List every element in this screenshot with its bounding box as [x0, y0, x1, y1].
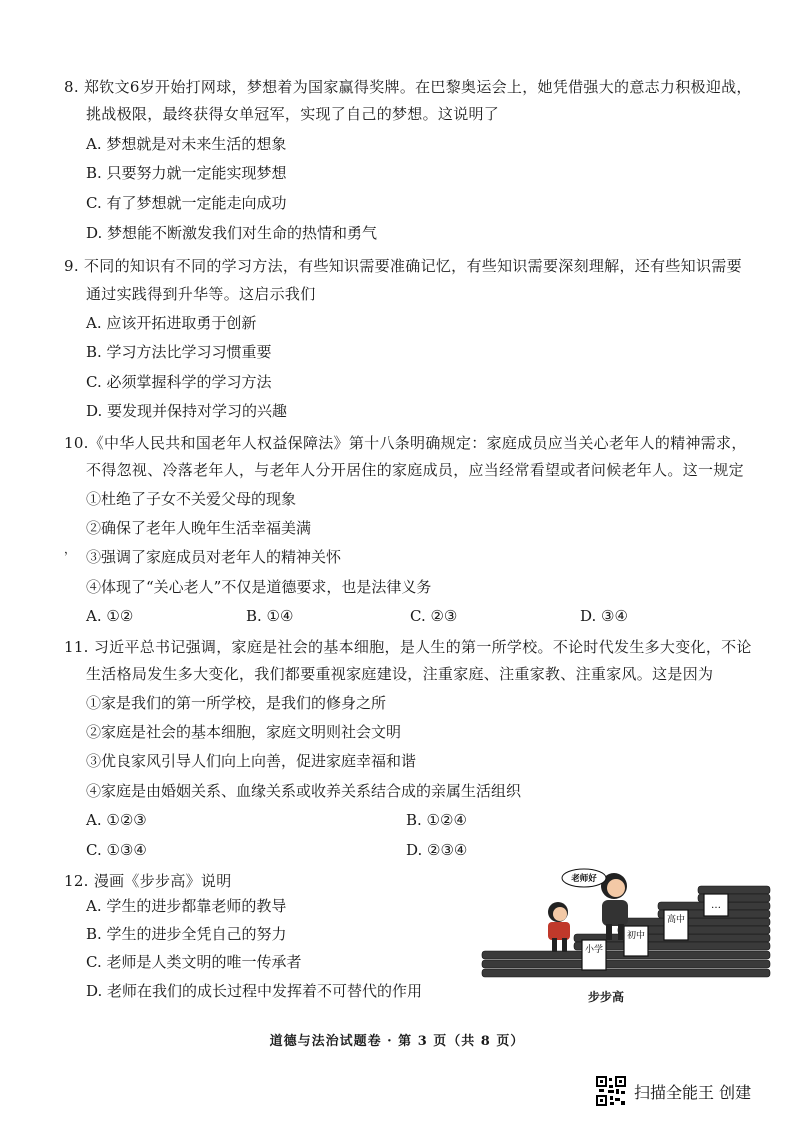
- step-label-middle: 初中: [626, 931, 646, 941]
- q11-statement-2: ②家庭是社会的基本细胞，家庭文明则社会文明: [86, 723, 402, 741]
- cartoon-caption: 步步高: [588, 990, 625, 1004]
- q11-statement-4: ④家庭是由婚姻关系、血缘关系或收养关系结合成的亲属生活组织: [86, 782, 522, 800]
- q12-option-d: D. 老师在我们的成长过程中发挥着不可替代的作用: [86, 982, 423, 1000]
- q11-statement-1: ①家是我们的第一所学校，是我们的修身之所: [86, 694, 387, 712]
- q9-stem-line1: 9. 不同的知识有不同的学习方法，有些知识需要准确记忆，有些知识需要深刻理解，还有些知识需要: [64, 257, 742, 275]
- scanner-watermark: [596, 1076, 751, 1106]
- q10-statement-3: ③强调了家庭成员对老年人的精神关怀: [86, 548, 342, 566]
- q9-option-b: B. 学习方法比学习习惯重要: [86, 343, 272, 361]
- q9-option-c: C. 必须掌握科学的学习方法: [86, 373, 272, 391]
- step-label-next: …: [711, 900, 721, 911]
- step-label-primary: 小学: [584, 945, 604, 955]
- speech-bubble-text: 老师好: [571, 874, 597, 884]
- q12-option-b: B. 学生的进步全凭自己的努力: [86, 925, 287, 943]
- q8-option-d: D. 梦想能不断激发我们对生命的热情和勇气: [86, 224, 378, 242]
- q9-stem-line2: 通过实践得到升华等。这启示我们: [86, 285, 316, 303]
- q10-option-a: A. ①②: [86, 607, 134, 625]
- cartoon-step-up: [478, 868, 774, 980]
- student-figure: [548, 902, 570, 952]
- teacher-figure: [601, 873, 628, 940]
- q10-statement-1: ①杜绝了子女不关爱父母的现象: [86, 490, 297, 508]
- q10-stem-line2: 不得忽视、冷落老年人，与老年人分开居住的家庭成员，应当经常看望或者问候老年人。这一规定: [86, 461, 744, 479]
- q8-option-b: B. 只要努力就一定能实现梦想: [86, 164, 287, 182]
- q8-stem-line2: 挑战极限，最终获得女单冠军，实现了自己的梦想。这说明了: [86, 105, 500, 123]
- page-footer: 道德与法治试题卷 · 第 3 页（共 8 页）: [269, 1034, 525, 1049]
- q9-option-a: A. 应该开拓进取勇于创新: [86, 314, 257, 332]
- q11-stem-line2: 生活格局发生多大变化，我们都要重视家庭建设，注重家庭、注重家教、注重家风。这是因为: [86, 665, 714, 683]
- q11-stem-line1: 11. 习近平总书记强调，家庭是社会的基本细胞，是人生的第一所学校。不论时代发生多大变化，不论: [64, 638, 752, 656]
- q12-option-a: A. 学生的进步都靠老师的教导: [86, 897, 287, 915]
- q10-statement-2: ②确保了老年人晚年生活幸福美满: [86, 519, 312, 537]
- qr-code-icon: [596, 1076, 626, 1106]
- q11-option-d: D. ②③④: [406, 841, 468, 859]
- watermark-text: 扫描全能王 创建: [634, 1082, 752, 1102]
- q11-statement-3: ③优良家风引导人们向上向善，促进家庭幸福和谐: [86, 752, 417, 770]
- q10-stem-line1: 10.《中华人民共和国老年人权益保障法》第十八条明确规定：家庭成员应当关心老年人的精神需求，: [64, 434, 747, 452]
- q11-option-c: C. ①③④: [86, 841, 147, 859]
- q10-statement-4: ④体现了“关心老人”不仅是道德要求，也是法律义务: [86, 578, 432, 596]
- q11-option-a: A. ①②③: [86, 811, 147, 829]
- q8-option-c: C. 有了梦想就一定能走向成功: [86, 194, 287, 212]
- stray-mark: ，: [64, 542, 77, 556]
- q8-option-a: A. 梦想就是对未来生活的想象: [86, 135, 287, 153]
- q8-stem-line1: 8. 郑钦文6岁开始打网球，梦想着为国家赢得奖牌。在巴黎奥运会上，她凭借强大的意志力积极迎战，: [64, 78, 752, 96]
- step-label-high: 高中: [666, 915, 686, 925]
- q10-option-d: D. ③④: [580, 607, 628, 625]
- q9-option-d: D. 要发现并保持对学习的兴趣: [86, 402, 288, 420]
- q12-option-c: C. 老师是人类文明的唯一传承者: [86, 953, 302, 971]
- q10-option-b: B. ①④: [246, 607, 294, 625]
- q12-stem: 12. 漫画《步步高》说明: [64, 872, 232, 890]
- q11-option-b: B. ①②④: [406, 811, 467, 829]
- q10-option-c: C. ②③: [410, 607, 458, 625]
